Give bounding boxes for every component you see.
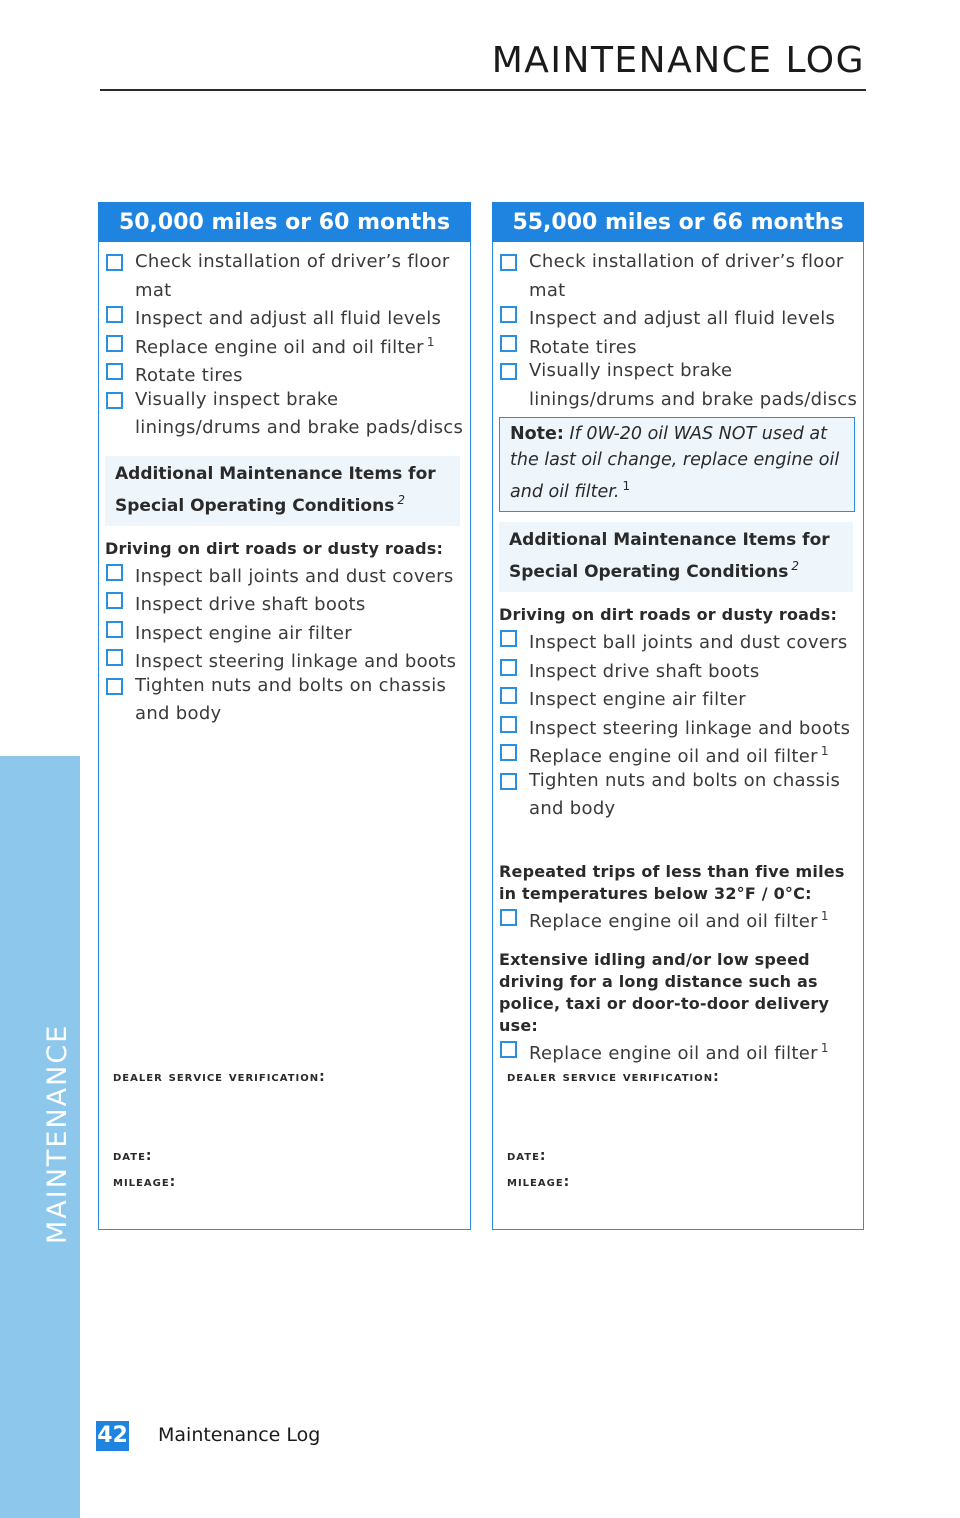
note-text: If 0W-20 oil WAS NOT used at the last oil change, replace engine oil and oil filter. xyxy=(510,424,840,502)
checklist-item-text xyxy=(529,626,861,655)
condition-title: Driving on dirt roads or dusty roads: xyxy=(105,538,444,558)
item-label: Inspect steering linkage and boots xyxy=(135,651,457,672)
checklist-item-text xyxy=(135,331,468,360)
condition-block xyxy=(499,861,861,934)
item-label: Check installation of driver’s floor mat xyxy=(529,251,844,301)
checkbox[interactable] xyxy=(500,909,517,926)
interval-body xyxy=(99,242,470,726)
item-label: Inspect ball joints and dust covers xyxy=(135,565,454,587)
item-label: Inspect drive shaft boots xyxy=(135,594,366,615)
note-label: Note: xyxy=(510,424,564,444)
item-label: Replace engine oil and oil filter xyxy=(135,336,424,358)
checkbox[interactable] xyxy=(106,621,123,638)
checkbox[interactable] xyxy=(500,744,517,761)
note-box xyxy=(499,417,855,512)
checkbox[interactable] xyxy=(500,1041,517,1058)
checklist-item-text xyxy=(135,250,468,302)
checklist-item xyxy=(105,588,468,617)
checklist-item xyxy=(499,712,861,741)
checkbox[interactable] xyxy=(106,306,123,323)
checkbox[interactable] xyxy=(106,392,123,409)
item-label: Inspect and adjust all fluid levels xyxy=(529,308,836,329)
checklist-item-text xyxy=(529,683,861,712)
additional-items-box xyxy=(105,456,460,526)
condition-title: Repeated trips of less than five miles in temperatures below 32°F / 0°C: xyxy=(499,861,845,903)
item-label: Rotate tires xyxy=(529,336,637,358)
item-label: Replace engine oil and oil filter xyxy=(529,910,818,932)
checkbox[interactable] xyxy=(106,335,123,352)
interval-header: 55,000 miles or 66 months xyxy=(492,202,864,242)
main-checklist xyxy=(499,250,861,411)
checklist-item-text xyxy=(135,302,468,331)
checklist-item-text xyxy=(135,645,468,674)
item-label: Inspect and adjust all fluid levels xyxy=(135,308,442,329)
item-label: Inspect drive shaft boots xyxy=(529,660,760,682)
checkbox[interactable] xyxy=(500,363,517,380)
dealer-verification-label: dealer service verification: xyxy=(113,1069,326,1085)
side-section-label: MAINTENANCE xyxy=(42,1023,73,1244)
checklist-item xyxy=(105,250,468,302)
checkbox[interactable] xyxy=(500,716,517,733)
checkbox[interactable] xyxy=(500,630,517,647)
checklist-item xyxy=(499,331,861,360)
checklist-item-text xyxy=(529,740,861,769)
checklist-item xyxy=(499,626,861,655)
checklist-item xyxy=(499,905,861,934)
page-number: 42 xyxy=(96,1421,129,1451)
checklist-item-text xyxy=(135,388,468,440)
checklist-item xyxy=(499,302,861,331)
checkbox[interactable] xyxy=(500,687,517,704)
checkbox[interactable] xyxy=(500,773,517,790)
item-label: Inspect steering linkage and boots xyxy=(529,717,851,739)
condition-title: Extensive idling and/or low speed driving for a long distance such as police, taxi or door-to-door delivery use: xyxy=(499,950,830,1035)
checklist-item-text xyxy=(135,359,468,388)
interval-card-50000 xyxy=(98,202,471,1230)
checkbox[interactable] xyxy=(106,564,123,581)
checklist-item xyxy=(499,1037,861,1066)
checklist-item-text xyxy=(529,905,861,934)
checklist-item-text xyxy=(529,250,861,302)
interval-body xyxy=(493,242,863,1066)
checklist-item xyxy=(105,560,468,589)
item-label: Visually inspect brake linings/drums and brake pads/discs xyxy=(529,360,858,410)
checkbox[interactable] xyxy=(500,659,517,676)
main-checklist xyxy=(105,250,468,440)
date-label: date: xyxy=(113,1148,153,1164)
item-footnote: 1 xyxy=(426,334,435,349)
item-footnote: 1 xyxy=(820,744,829,758)
dealer-verification-label: dealer service verification: xyxy=(507,1069,720,1085)
checklist-item xyxy=(499,655,861,684)
condition-block xyxy=(499,604,861,821)
checkbox[interactable] xyxy=(500,254,517,271)
checklist-item-text xyxy=(529,331,861,360)
checklist-item xyxy=(499,359,861,411)
checklist-item xyxy=(105,388,468,440)
additional-items-footnote: 2 xyxy=(397,492,405,507)
date-label: date: xyxy=(507,1148,547,1164)
additional-items-title: Additional Maintenance Items for Special Operating Conditions xyxy=(115,463,436,516)
note-footnote: 1 xyxy=(622,479,631,493)
conditions-list xyxy=(105,538,468,726)
mileage-label: mileage: xyxy=(113,1174,177,1190)
checklist-item xyxy=(499,769,861,821)
checklist-item xyxy=(105,617,468,646)
item-label: Check installation of driver’s floor mat xyxy=(135,251,450,301)
checklist-item-text xyxy=(135,560,468,589)
checklist-item xyxy=(105,331,468,360)
item-footnote: 1 xyxy=(820,908,829,923)
item-label: Tighten nuts and bolts on chassis and body xyxy=(529,769,841,819)
checklist-item-text xyxy=(529,769,861,821)
additional-items-title: Additional Maintenance Items for Special Operating Conditions xyxy=(509,530,830,582)
interval-card-55000 xyxy=(492,202,864,1230)
item-label: Inspect ball joints and dust covers xyxy=(529,632,848,653)
mileage-label: mileage: xyxy=(507,1174,571,1190)
checklist-item xyxy=(499,250,861,302)
item-label: Replace engine oil and oil filter xyxy=(529,746,818,767)
checklist-item xyxy=(105,359,468,388)
item-label: Visually inspect brake linings/drums and brake pads/discs xyxy=(135,388,464,438)
checklist-item-text xyxy=(529,302,861,331)
page-title: MAINTENANCE LOG xyxy=(491,40,865,81)
checkbox[interactable] xyxy=(106,678,123,695)
footer-section-label: Maintenance Log xyxy=(158,1424,321,1446)
condition-block xyxy=(499,949,861,1066)
conditions-list xyxy=(499,604,861,1066)
additional-items-footnote: 2 xyxy=(791,559,799,573)
checkbox[interactable] xyxy=(500,335,517,352)
checklist-item-text xyxy=(529,1037,861,1066)
item-label: Inspect engine air filter xyxy=(529,689,746,710)
title-divider xyxy=(100,89,866,91)
condition-block xyxy=(105,538,468,726)
interval-header: 50,000 miles or 60 months xyxy=(98,202,471,242)
checklist-item xyxy=(105,645,468,674)
checklist-item-text xyxy=(529,655,861,684)
checklist-item-text xyxy=(529,359,861,411)
checklist-item-text xyxy=(135,617,468,646)
item-label: Replace engine oil and oil filter xyxy=(529,1043,818,1064)
checkbox[interactable] xyxy=(106,649,123,666)
checkbox[interactable] xyxy=(106,254,123,271)
checklist-item xyxy=(105,302,468,331)
additional-items-box xyxy=(499,522,853,592)
checklist-item-text xyxy=(529,712,861,741)
item-label: Tighten nuts and bolts on chassis and body xyxy=(135,674,447,724)
item-footnote: 1 xyxy=(820,1041,829,1055)
checklist-item xyxy=(499,683,861,712)
checklist-item-text xyxy=(135,588,468,617)
condition-title: Driving on dirt roads or dusty roads: xyxy=(499,605,838,624)
checkbox[interactable] xyxy=(106,592,123,609)
checkbox[interactable] xyxy=(106,363,123,380)
checklist-item xyxy=(499,740,861,769)
item-label: Inspect engine air filter xyxy=(135,622,352,644)
checklist-item xyxy=(105,674,468,726)
checkbox[interactable] xyxy=(500,306,517,323)
checklist-item-text xyxy=(135,674,468,726)
item-label: Rotate tires xyxy=(135,365,243,386)
